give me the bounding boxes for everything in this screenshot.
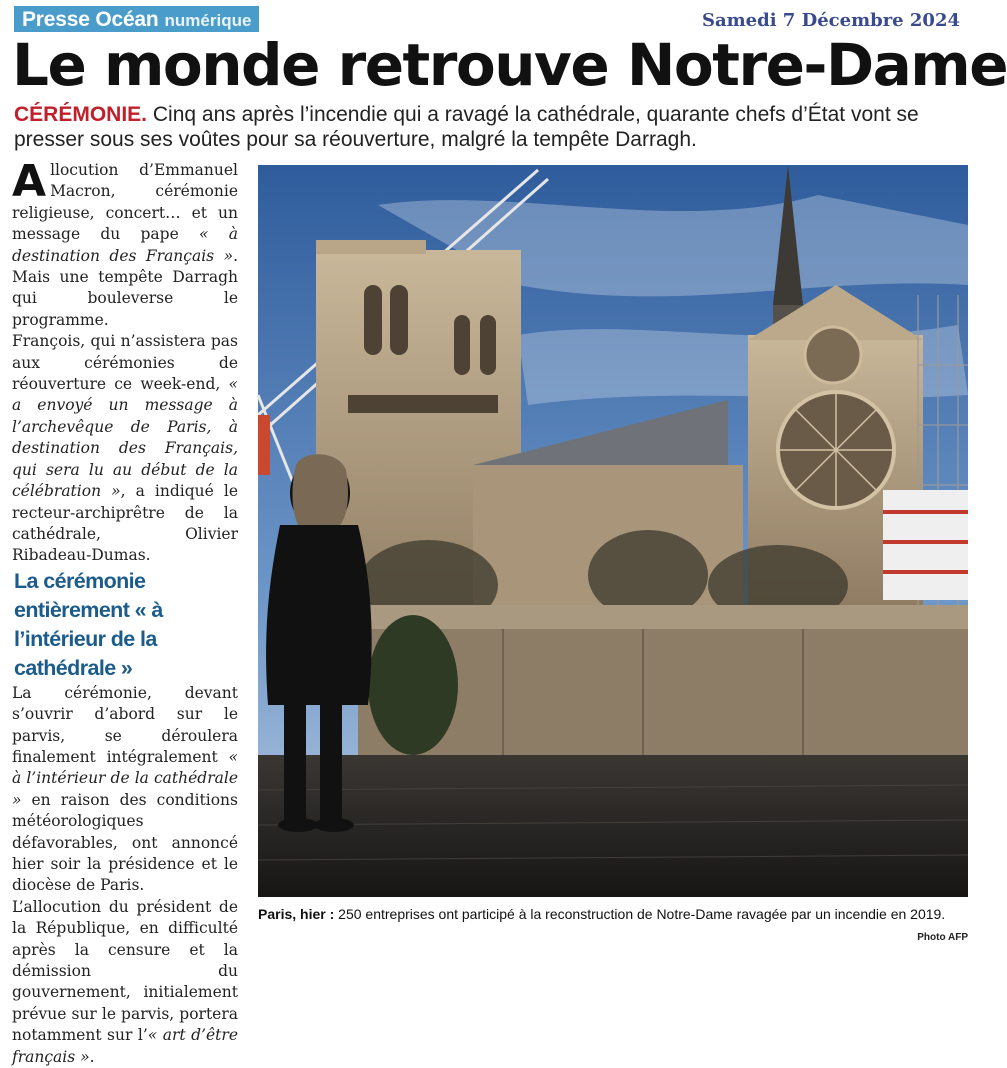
p3-text-a: La cérémonie, devant s’ouvrir d’abord sur le parvis, se déroulera finalement intégralement (12, 683, 238, 766)
p4-text-b: . (89, 1047, 95, 1066)
standfirst-text: Cinq ans après l’incendie qui a ravagé la cathédrale, quarante chefs d’État vont se presser sous ses voûtes pour sa réouverture, malgré la tempête Darragh. (14, 103, 919, 151)
p1-quote: « à destination des Français » (12, 225, 239, 265)
p4-quote: « art d’être français » (12, 1026, 238, 1066)
photo-caption (258, 905, 948, 924)
rose-tracery (778, 392, 894, 508)
ivy (368, 615, 458, 755)
edition-label: numérique (164, 11, 252, 30)
p2-text-a: François, qui n’assistera pas aux cérémonies de réouverture ce week-end, (12, 332, 238, 394)
standfirst (14, 102, 964, 152)
kicker: CÉRÉMONIE. (14, 103, 148, 126)
drop-cap: A (12, 156, 47, 207)
p2-quote: « a envoyé un message à l’archevêque de Paris, à destination des Français, qui sera lu au début de la célébration » (12, 375, 238, 501)
headline: Le monde retrouve Notre-Dame (12, 31, 1007, 99)
p3-text-b: en raison des conditions météorologiques défavorables, ont annoncé hier soir la présidence et le diocèse de Paris. (12, 790, 238, 895)
p1-text-a: llocution d’Emmanuel Macron, cérémonie religieuse, concert… et un message du pape (12, 161, 238, 244)
p2-text-b: , a indiqué le recteur-archiprêtre de la cathédrale, Olivier Ribadeau-Dumas. (12, 482, 238, 565)
cobblestones (258, 755, 968, 897)
cathedral-illustration (258, 165, 968, 897)
masthead (14, 6, 259, 32)
paragraph-2 (12, 331, 238, 566)
cathedral-photo (258, 165, 968, 897)
p3-quote: « à l’intérieur de la cathédrale » (12, 747, 238, 809)
subheading: La cérémonie entièrement « à l’intérieur de la cathédrale » (14, 568, 163, 680)
woman-hair (292, 454, 348, 525)
caption-text: 250 entreprises ont participé à la reconstruction de Notre-Dame ravagée par un incendie en 2019. (334, 906, 946, 922)
tower-top (316, 240, 426, 254)
brand-name: Presse Océan (22, 8, 159, 31)
wall-coping (358, 605, 968, 629)
paragraph-3 (12, 683, 238, 897)
crane-part (258, 415, 270, 475)
site-cabins (883, 490, 968, 600)
p1-text-b: . Mais une tempête Darragh qui bouleverse le programme. (12, 246, 238, 329)
article-column (12, 156, 239, 1068)
paragraph-1 (12, 156, 239, 331)
paragraph-4 (12, 897, 238, 1068)
p4-text-a: L’allocution du président de la République, en difficulté après la censure et la démission du gouvernement, initialement prévue sur le parvis, portera notamment sur l’ (12, 897, 238, 1045)
caption-lead: Paris, hier : (258, 906, 335, 922)
publication-date: Samedi 7 Décembre 2024 (701, 10, 960, 31)
small-rose (805, 327, 861, 383)
photo-credit: Photo AFP (917, 932, 968, 943)
